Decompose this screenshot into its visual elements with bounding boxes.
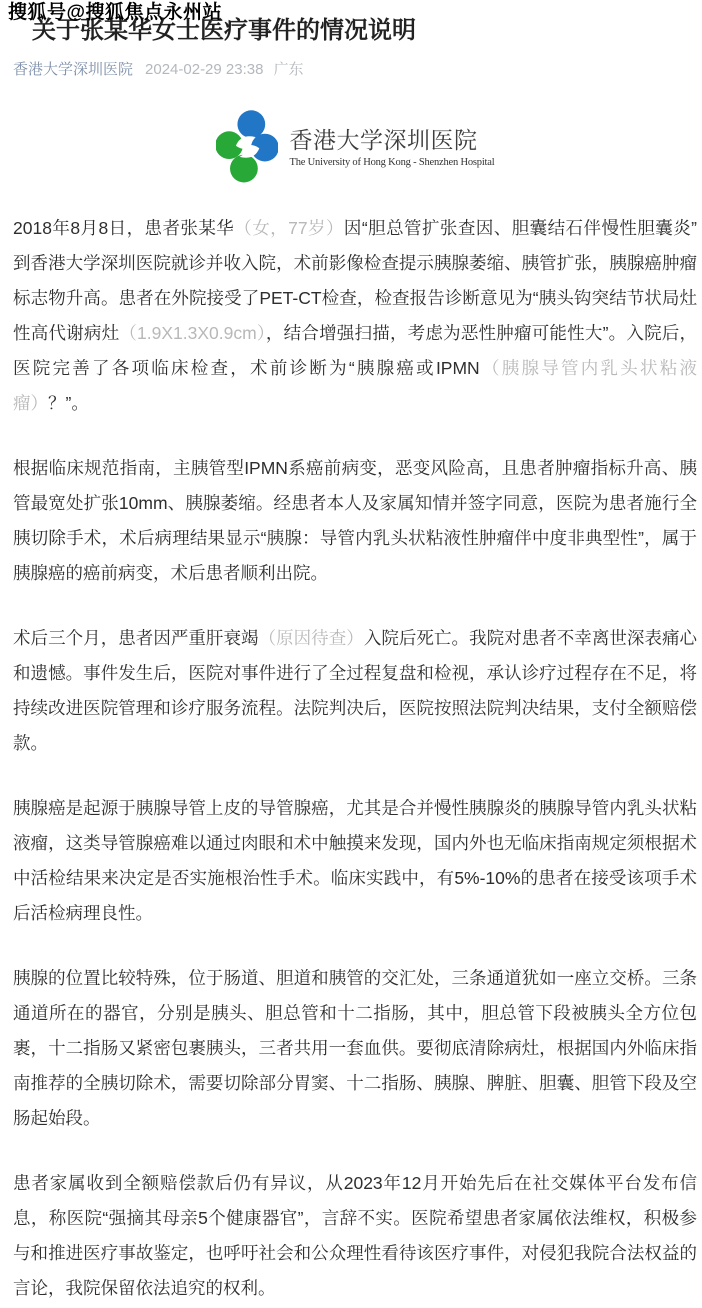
paragraph: [13, 791, 697, 931]
article-body: [13, 211, 697, 1306]
paragraph-text: 入院后死亡。我院对患者不幸离世深表痛心和遗憾。事件发生后，医院对事件进行了全过程复盘和检视，承认诊疗过程存在不足，将持续改进医院管理和诊疗服务流程。法院判决后，医院按照法院判决结果，支付全额赔偿款。: [13, 628, 698, 753]
paragraph-text: 2018年8月8日，患者张某华: [13, 218, 235, 238]
paragraph-muted-note: （女，77岁）: [234, 218, 344, 238]
byline: [13, 59, 697, 80]
paragraph-text: 患者家属收到全额赔偿款后仍有异议，从2023年12月开始先后在社交媒体平台发布信息，称医院“强摘其母亲5个健康器官”，言辞不实。医院希望患者家属依法维权，积极参与和推进医疗事故鉴定，也呼吁社会和公众理性看待该医疗事件，对侵犯我院合法权益的言论，我院保留依法追究的权利。: [13, 1173, 697, 1298]
hospital-clover-icon: [216, 110, 278, 184]
paragraph-text: 胰腺的位置比较特殊，位于肠道、胆道和胰管的交汇处，三条通道犹如一座立交桥。三条通道所在的器官，分别是胰头、胆总管和十二指肠，其中，胆总管下段被胰头全方位包裹，十二指肠又紧密包裹胰头，三者共用一套血供。要彻底清除病灶，根据国内外临床指南推荐的全胰切除术，需要切除部分胃窦、十二指肠、胰腺、脾脏、胆囊、胆管下段及空肠起始段。: [13, 968, 697, 1128]
hospital-name-cn: 香港大学深圳医院: [289, 126, 478, 153]
paragraph-text: 术后三个月，患者因严重肝衰竭: [13, 628, 259, 648]
paragraph-text: 根据临床规范指南，主胰管型IPMN系癌前病变，恶变风险高，且患者肿瘤指标升高、胰管最宽处扩张10mm、胰腺萎缩。经患者本人及家属知情并签字同意，医院为患者施行全胰切除手术，术后病理结果显示“胰腺：导管内乳头状粘液性肿瘤伴中度非典型性”，属于胰腺癌的癌前病变，术后患者顺利出院。: [13, 458, 697, 583]
hospital-logo-text: [290, 125, 495, 170]
paragraph-text: ？”。: [48, 393, 89, 413]
paragraph-text: ，结合增强扫描，考虑为恶性肿瘤可能性大”。入院后，医院完善了各项临床检查，术前诊断为“胰腺癌或IPMN: [13, 323, 698, 378]
paragraph: [13, 1166, 697, 1306]
paragraph: [13, 961, 697, 1136]
paragraph: [13, 451, 697, 591]
paragraph: [13, 211, 697, 421]
author-link[interactable]: 香港大学深圳医院: [13, 61, 134, 78]
paragraph-muted-note: （原因待查）: [258, 628, 364, 648]
paragraph: [13, 621, 697, 761]
hospital-logo: [216, 110, 495, 184]
paragraph-muted-note: （1.9X1.3X0.9cm）: [119, 323, 266, 343]
publish-date: 2024-02-29 23:38: [145, 61, 264, 78]
sohu-account-watermark: 搜狐号@搜狐焦点永州站: [8, 2, 223, 23]
paragraph-text: 因“胆总管扩张查因、胆囊结石伴慢性胆囊炎”到香港大学深圳医院就诊并收入院，术前影像检查提示胰腺萎缩、胰管扩张，胰腺癌肿瘤标志物升高。患者在外院接受了PET-CT检查，检查报告诊断意见为“胰头钩突结节状局灶性高代谢病灶: [13, 218, 698, 343]
paragraph-text: 胰腺癌是起源于胰腺导管上皮的导管腺癌，尤其是合并慢性胰腺炎的胰腺导管内乳头状粘液瘤，这类导管腺癌难以通过肉眼和术中触摸来发现，国内外也无临床指南规定须根据术中活检结果来决定是否实施根治性手术。临床实践中，有5%-10%的患者在接受该项手术后活检病理良性。: [13, 798, 697, 923]
hospital-name-en: The University of Hong Kong - Shenzhen Hospital: [289, 156, 495, 168]
paragraph-muted-note: （胰腺导管内乳头状粘液瘤）: [13, 358, 698, 413]
publish-location: 广东: [273, 61, 304, 78]
hospital-logo-row: [13, 110, 697, 184]
article-title: 关于张某华女士医疗事件的情况说明: [32, 17, 416, 44]
